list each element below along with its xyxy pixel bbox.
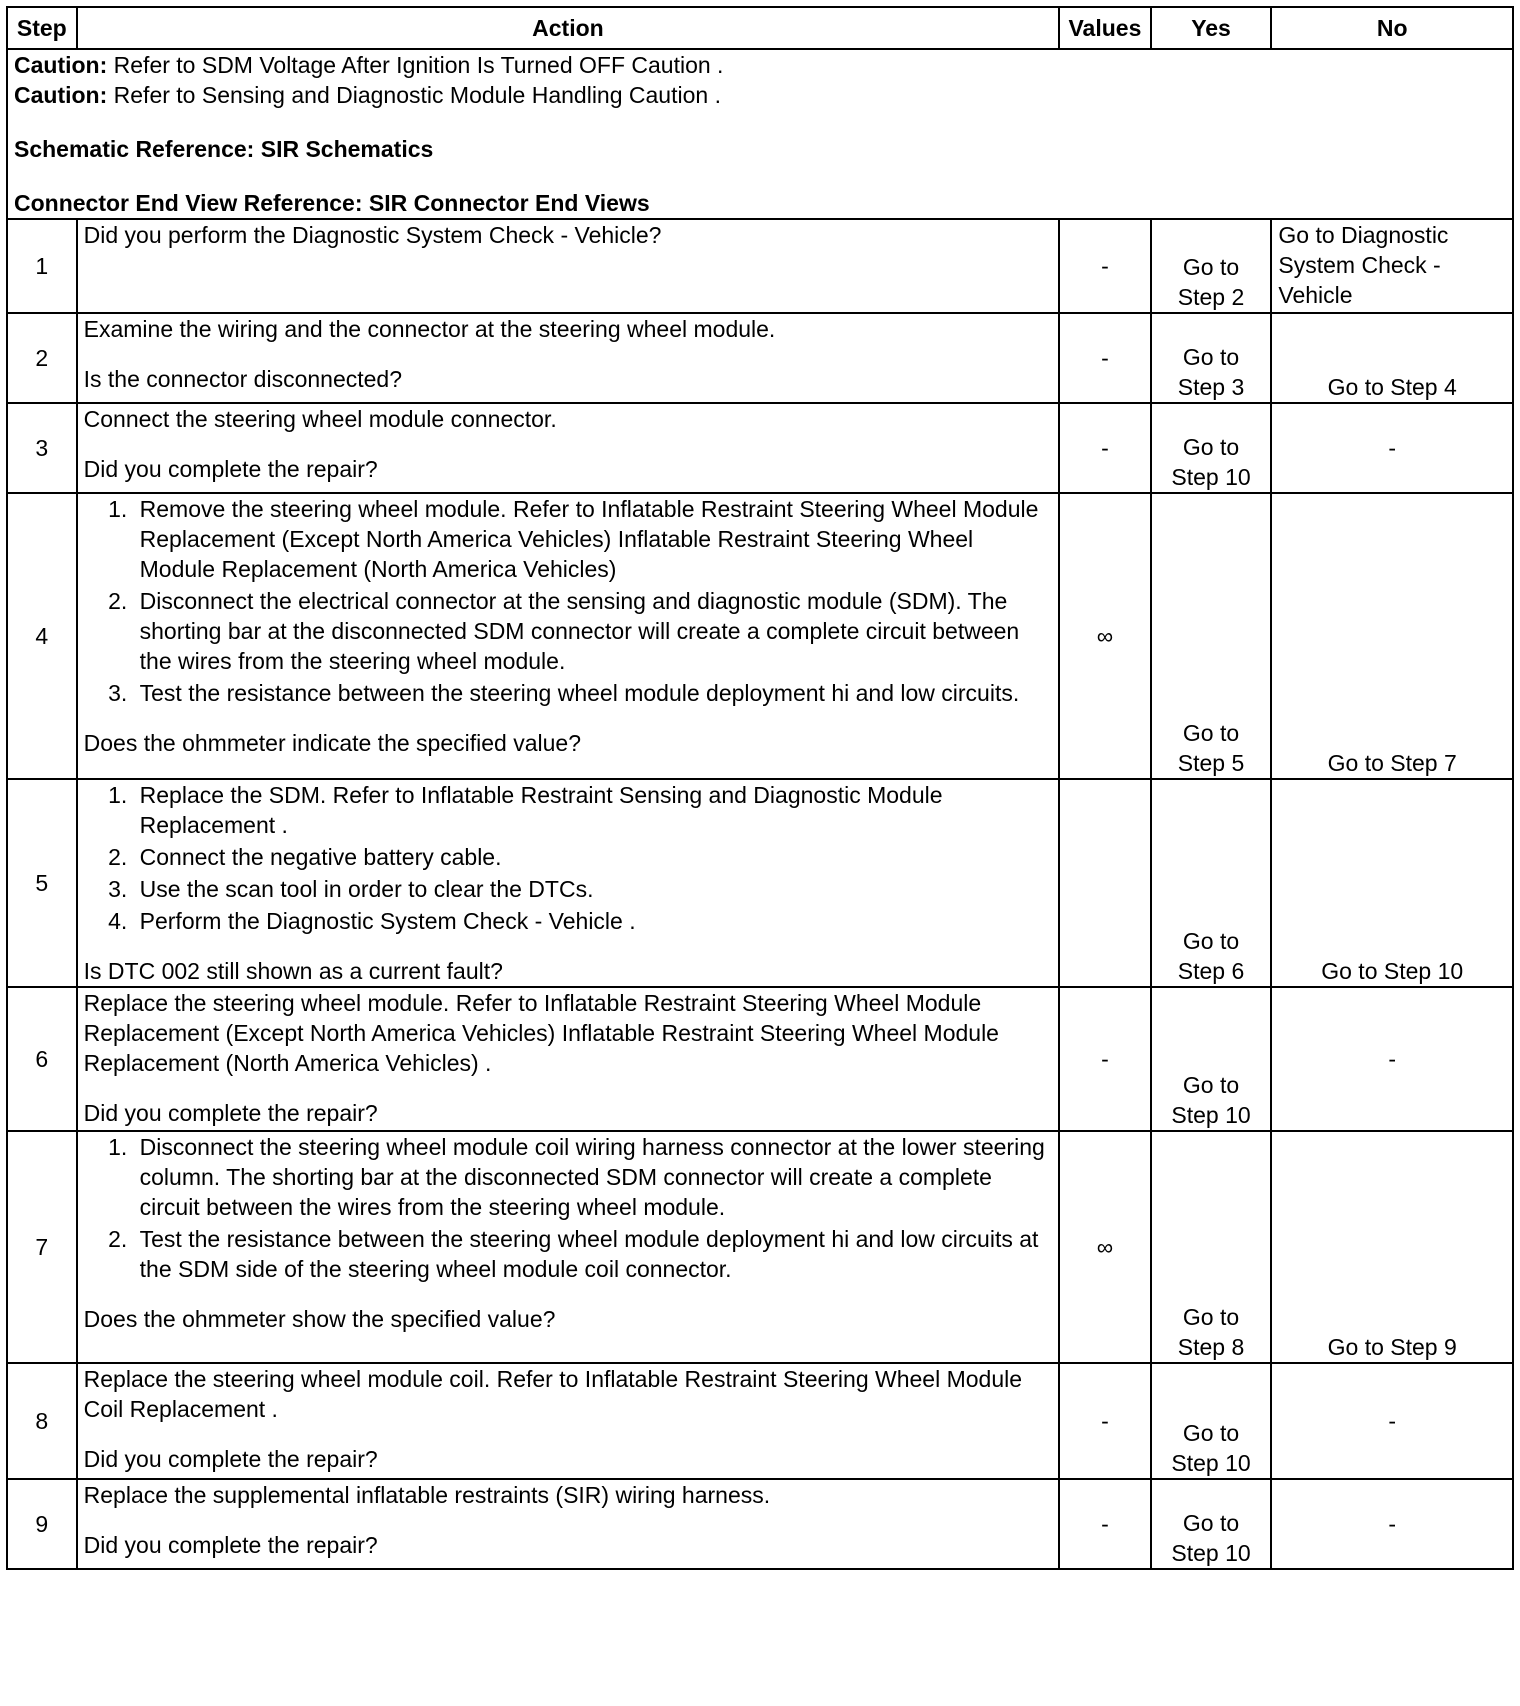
- value-cell: -: [1059, 1479, 1150, 1569]
- value-cell: ∞: [1059, 493, 1150, 779]
- value-cell: [1059, 779, 1150, 987]
- header-row: [7, 7, 1513, 49]
- action-cell: [77, 313, 1060, 403]
- action-cell: [77, 219, 1060, 313]
- no-cell: -: [1271, 403, 1513, 493]
- value-cell: -: [1059, 403, 1150, 493]
- table-row: [7, 403, 1513, 493]
- step-number: 9: [7, 1479, 77, 1569]
- step-number: 1: [7, 219, 77, 313]
- action-list: [84, 780, 1053, 936]
- value-cell: -: [1059, 987, 1150, 1131]
- action-question: Does the ohmmeter show the specified value?: [83, 1306, 556, 1332]
- step-number: 7: [7, 1131, 77, 1363]
- yes-link: Go to Step 6: [1177, 928, 1245, 984]
- caution-text: Refer to SDM Voltage After Ignition Is Turned OFF Caution .: [107, 52, 724, 78]
- list-item: 3. Test the resistance between the steering wheel module deployment hi and low circuits.: [134, 678, 1053, 708]
- action-question: Is the connector disconnected?: [83, 366, 403, 392]
- caution-line: [14, 50, 1506, 80]
- action-question: Is DTC 002 still shown as a current fault?: [83, 958, 503, 984]
- action-cell: [77, 493, 1060, 779]
- no-cell: Go to Step 9: [1271, 1131, 1513, 1363]
- yes-cell: [1151, 1479, 1272, 1569]
- value-cell: -: [1059, 219, 1150, 313]
- step-number: 6: [7, 987, 77, 1131]
- list-item: 1. Replace the SDM. Refer to Inflatable Restraint Sensing and Diagnostic Module Replacement .: [134, 780, 1053, 840]
- value-cell: -: [1059, 1363, 1150, 1479]
- yes-link: Go to Step 10: [1171, 1072, 1251, 1128]
- yes-cell: [1151, 1363, 1272, 1479]
- no-cell: -: [1271, 1363, 1513, 1479]
- intro-row: [7, 49, 1513, 219]
- action-text: Did you perform the Diagnostic System Check - Vehicle?: [83, 222, 662, 248]
- list-item: 1. Disconnect the steering wheel module coil wiring harness connector at the lower steering column. The shorting bar at the disconnected SDM connector will create a complete circuit between the wires from the steering wheel module.: [134, 1132, 1053, 1222]
- caution-line: [14, 80, 1506, 110]
- action-list: [84, 1132, 1053, 1284]
- header-values: Values: [1059, 7, 1150, 49]
- header-action: Action: [77, 7, 1060, 49]
- yes-cell: [1151, 403, 1272, 493]
- diagnostic-table: [6, 6, 1514, 1570]
- table-row: [7, 779, 1513, 987]
- yes-cell: [1151, 987, 1272, 1131]
- yes-cell: [1151, 493, 1272, 779]
- list-item: 3. Use the scan tool in order to clear the DTCs.: [134, 874, 1053, 904]
- yes-link: Go to Step 3: [1177, 344, 1245, 400]
- step-number: 8: [7, 1363, 77, 1479]
- connector-reference: Connector End View Reference: SIR Connector End Views: [14, 190, 650, 216]
- yes-link: Go to Step 10: [1171, 1510, 1251, 1566]
- table-row: [7, 1363, 1513, 1479]
- table-row: [7, 493, 1513, 779]
- table-row: [7, 219, 1513, 313]
- no-cell: -: [1271, 987, 1513, 1131]
- value-cell: ∞: [1059, 1131, 1150, 1363]
- caution-label: Caution:: [14, 82, 108, 108]
- action-text: Examine the wiring and the connector at the steering wheel module.: [83, 316, 776, 342]
- table-row: [7, 987, 1513, 1131]
- table-row: [7, 1131, 1513, 1363]
- yes-cell: [1151, 219, 1272, 313]
- step-number: 4: [7, 493, 77, 779]
- action-question: Did you complete the repair?: [83, 1532, 378, 1558]
- step-number: 2: [7, 313, 77, 403]
- action-text: Replace the steering wheel module. Refer to Inflatable Restraint Steering Wheel Module Replacement (Except North America Vehicles) Inflatable Restraint Steering Wheel Module Replacement (North America Vehicles) .: [83, 990, 999, 1076]
- action-question: Did you complete the repair?: [83, 1100, 378, 1126]
- action-list: [84, 494, 1053, 708]
- action-cell: [77, 779, 1060, 987]
- no-cell: Go to Step 7: [1271, 493, 1513, 779]
- no-cell: Go to Step 4: [1271, 313, 1513, 403]
- step-number: 5: [7, 779, 77, 987]
- yes-link: Go to Step 5: [1177, 720, 1245, 776]
- yes-link: Go to Step 10: [1171, 434, 1251, 490]
- action-cell: [77, 403, 1060, 493]
- action-cell: [77, 1363, 1060, 1479]
- header-step: Step: [7, 7, 77, 49]
- yes-cell: [1151, 313, 1272, 403]
- list-item: 2. Connect the negative battery cable.: [134, 842, 1053, 872]
- header-yes: Yes: [1151, 7, 1272, 49]
- step-number: 3: [7, 403, 77, 493]
- intro-cell: [7, 49, 1513, 219]
- yes-link: Go to Step 10: [1171, 1420, 1251, 1476]
- caution-text: Refer to Sensing and Diagnostic Module Handling Caution .: [107, 82, 721, 108]
- header-no: No: [1271, 7, 1513, 49]
- list-item: 1. Remove the steering wheel module. Refer to Inflatable Restraint Steering Wheel Module Replacement (Except North America Vehicles) Inflatable Restraint Steering Wheel Module Replacement (North America Vehicles): [134, 494, 1053, 584]
- list-item: 2. Disconnect the electrical connector at the sensing and diagnostic module (SDM). The shorting bar at the disconnected SDM connector will create a complete circuit between the wires from the steering wheel module.: [134, 586, 1053, 676]
- caution-label: Caution:: [14, 52, 108, 78]
- action-cell: [77, 1131, 1060, 1363]
- value-cell: -: [1059, 313, 1150, 403]
- no-cell: -: [1271, 1479, 1513, 1569]
- no-cell: Go to Diagnostic System Check - Vehicle: [1271, 219, 1513, 313]
- action-question: Does the ohmmeter indicate the specified value?: [83, 730, 581, 756]
- yes-cell: [1151, 1131, 1272, 1363]
- no-cell: Go to Step 10: [1271, 779, 1513, 987]
- action-cell: [77, 1479, 1060, 1569]
- yes-cell: [1151, 779, 1272, 987]
- action-text: Connect the steering wheel module connector.: [83, 406, 557, 432]
- list-item: 2. Test the resistance between the steering wheel module deployment hi and low circuits at the SDM side of the steering wheel module coil connector.: [134, 1224, 1053, 1284]
- list-item: 4. Perform the Diagnostic System Check - Vehicle .: [134, 906, 1053, 936]
- table-row: [7, 313, 1513, 403]
- table-row: [7, 1479, 1513, 1569]
- schematic-reference: Schematic Reference: SIR Schematics: [14, 136, 434, 162]
- yes-link: Go to Step 8: [1177, 1304, 1245, 1360]
- action-text: Replace the steering wheel module coil. Refer to Inflatable Restraint Steering Wheel Module Coil Replacement .: [83, 1366, 1023, 1422]
- action-text: Replace the supplemental inflatable restraints (SIR) wiring harness.: [83, 1482, 771, 1508]
- yes-link: Go to Step 2: [1177, 254, 1245, 310]
- action-question: Did you complete the repair?: [83, 456, 378, 482]
- action-cell: [77, 987, 1060, 1131]
- action-question: Did you complete the repair?: [83, 1446, 378, 1472]
